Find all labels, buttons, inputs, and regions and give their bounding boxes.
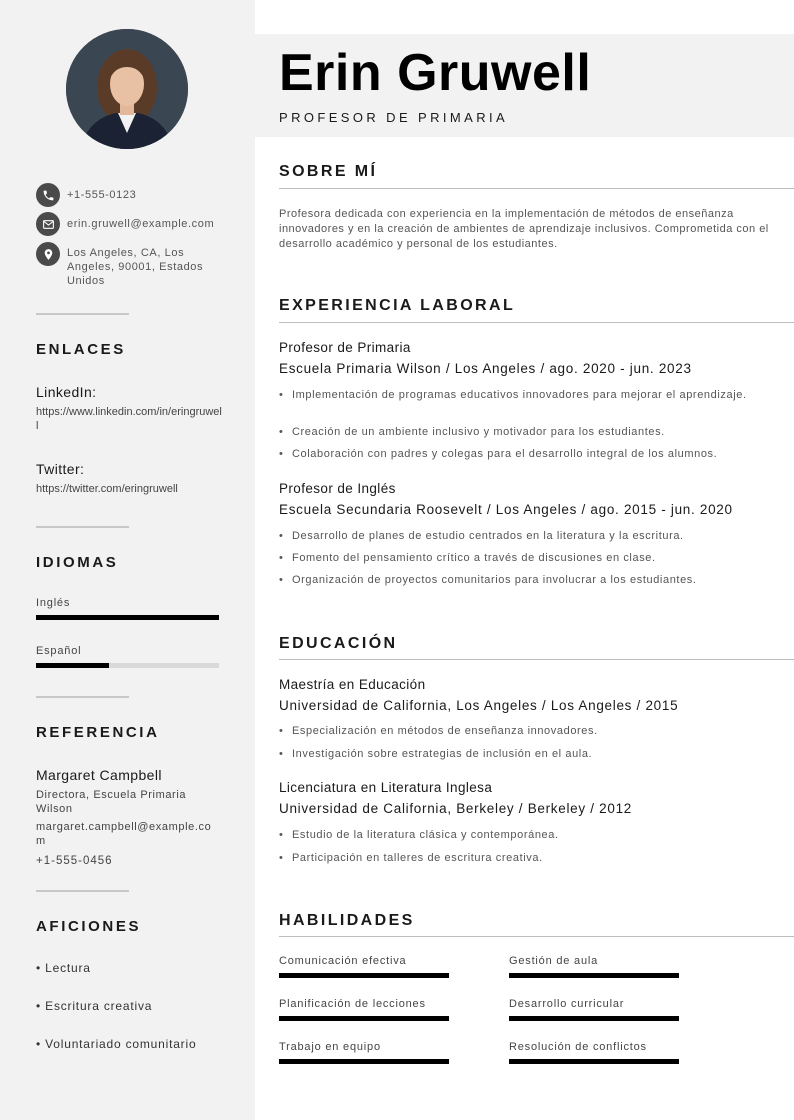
phone-icon	[36, 183, 60, 207]
education-bullet: • Estudio de la literatura clásica y contemporánea.	[279, 829, 559, 841]
bullet-text: Estudio de la literatura clásica y contemporánea.	[292, 829, 559, 841]
hobbies-heading: AFICIONES	[36, 918, 142, 935]
language-level-bar	[36, 663, 219, 668]
skill-level-bar	[279, 1059, 449, 1064]
reference-heading: REFERENCIA	[36, 724, 160, 741]
twitter-link[interactable]: https://twitter.com/eringruwell	[36, 483, 178, 495]
contact-address	[36, 242, 236, 288]
section-rule	[279, 188, 794, 189]
job-bullet: • Organización de proyectos comunitarios para involucrar a los estudiantes.	[279, 574, 697, 586]
language-level-bar	[36, 615, 219, 620]
degree-title: Licenciatura en Literatura Inglesa	[279, 780, 493, 795]
email-link[interactable]: erin.gruwell@example.com	[67, 218, 215, 230]
degree-school: Universidad de California, Berkeley / Berkeley / 2012	[279, 801, 633, 816]
education-heading: EDUCACIÓN	[279, 635, 398, 652]
bullet-text: Fomento del pensamiento crítico a través de discusiones en clase.	[292, 552, 656, 564]
linkedin-label: LinkedIn:	[36, 384, 97, 400]
skill-name: Comunicación efectiva	[279, 955, 407, 967]
sidebar-divider	[36, 526, 129, 528]
reference-name: Margaret Campbell	[36, 767, 162, 783]
job-bullet: • Desarrollo de planes de estudio centrados en la literatura y la escritura.	[279, 530, 684, 542]
education-bullet: • Investigación sobre estrategias de inclusión en el aula.	[279, 748, 593, 760]
skill-level-bar	[509, 1016, 679, 1021]
bullet-text: Implementación de programas educativos innovadores para mejorar el aprendizaje.	[292, 389, 747, 401]
email-icon	[36, 212, 60, 236]
job-title: Profesor de Primaria	[279, 340, 411, 355]
bullet-text: Participación en talleres de escritura creativa.	[292, 852, 543, 864]
candidate-name: Erin Gruwell	[279, 44, 592, 102]
bullet-text: Colaboración con padres y colegas para el desarrollo integral de los alumnos.	[292, 448, 718, 460]
skill-name: Desarrollo curricular	[509, 998, 625, 1010]
bullet-text: Especialización en métodos de enseñanza innovadores.	[292, 725, 598, 737]
language-level-fill	[36, 615, 219, 620]
education-bullet: • Especialización en métodos de enseñanza innovadores.	[279, 725, 598, 737]
about-heading: SOBRE MÍ	[279, 163, 378, 180]
language-name: Español	[36, 645, 82, 657]
section-rule	[279, 936, 794, 937]
skills-heading: HABILIDADES	[279, 912, 415, 929]
skill-level-bar	[279, 1016, 449, 1021]
hobby-label: Lectura	[45, 961, 91, 975]
job-bullet: • Fomento del pensamiento crítico a través de discusiones en clase.	[279, 552, 656, 564]
skill-level-bar	[509, 1059, 679, 1064]
address-text: Los Angeles, CA, Los Angeles, 90001, Estados Unidos	[67, 247, 204, 287]
reference-phone: +1-555-0456	[36, 855, 113, 867]
job-organization: Escuela Secundaria Roosevelt / Los Angeles / ago. 2015 - jun. 2020	[279, 502, 733, 517]
contact-email	[36, 212, 236, 236]
skill-name: Resolución de conflictos	[509, 1041, 647, 1053]
candidate-role: PROFESOR DE PRIMARIA	[279, 110, 509, 125]
job-title: Profesor de Inglés	[279, 481, 396, 496]
hobby-item: • Escritura creativa	[36, 999, 153, 1013]
job-bullet: • Colaboración con padres y colegas para el desarrollo integral de los alumnos.	[279, 448, 718, 460]
location-pin-icon	[36, 242, 60, 266]
phone-text: +1-555-0123	[67, 189, 137, 201]
section-rule	[279, 659, 794, 660]
reference-email[interactable]: margaret.campbell@example.com	[36, 821, 212, 847]
languages-heading: IDIOMAS	[36, 554, 119, 571]
reference-position: Directora, Escuela Primaria Wilson	[36, 789, 187, 815]
hobby-label: Escritura creativa	[45, 999, 153, 1013]
bullet-text: Organización de proyectos comunitarios para involucrar a los estudiantes.	[292, 574, 697, 586]
language-level-fill	[36, 663, 109, 668]
section-rule	[279, 322, 794, 323]
profile-photo	[66, 29, 188, 149]
bullet-text: Creación de un ambiente inclusivo y motivador para los estudiantes.	[292, 426, 665, 438]
skill-level-bar	[279, 973, 449, 978]
skill-level-bar	[509, 973, 679, 978]
job-bullet: • Creación de un ambiente inclusivo y motivador para los estudiantes.	[279, 426, 665, 438]
hobby-item: • Lectura	[36, 961, 91, 975]
links-heading: ENLACES	[36, 341, 126, 358]
hobby-label: Voluntariado comunitario	[45, 1037, 197, 1051]
about-text: Profesora dedicada con experiencia en la implementación de métodos de enseñanza innovadores y en la creación de ambientes de aprendizaje inclusivos. Comprometida con el desarrollo académico y personal de los estudiantes.	[279, 208, 769, 250]
degree-title: Maestría en Educación	[279, 677, 426, 692]
bullet-text: Investigación sobre estrategias de inclusión en el aula.	[292, 748, 593, 760]
skill-name: Gestión de aula	[509, 955, 599, 967]
education-bullet: • Participación en talleres de escritura creativa.	[279, 852, 543, 864]
sidebar-divider	[36, 890, 129, 892]
twitter-label: Twitter:	[36, 461, 85, 477]
experience-heading: EXPERIENCIA LABORAL	[279, 297, 516, 314]
sidebar-divider	[36, 696, 129, 698]
bullet-text: Desarrollo de planes de estudio centrados en la literatura y la escritura.	[292, 530, 684, 542]
skill-name: Trabajo en equipo	[279, 1041, 381, 1053]
degree-school: Universidad de California, Los Angeles / Los Angeles / 2015	[279, 698, 679, 713]
linkedin-link[interactable]: https://www.linkedin.com/in/eringruwell	[36, 406, 222, 432]
contact-phone	[36, 183, 236, 207]
job-bullet: • Implementación de programas educativos innovadores para mejorar el aprendizaje.	[279, 389, 747, 401]
job-organization: Escuela Primaria Wilson / Los Angeles / ago. 2020 - jun. 2023	[279, 361, 692, 376]
hobby-item: • Voluntariado comunitario	[36, 1037, 197, 1051]
skill-name: Planificación de lecciones	[279, 998, 426, 1010]
sidebar-divider	[36, 313, 129, 315]
language-name: Inglés	[36, 597, 71, 609]
